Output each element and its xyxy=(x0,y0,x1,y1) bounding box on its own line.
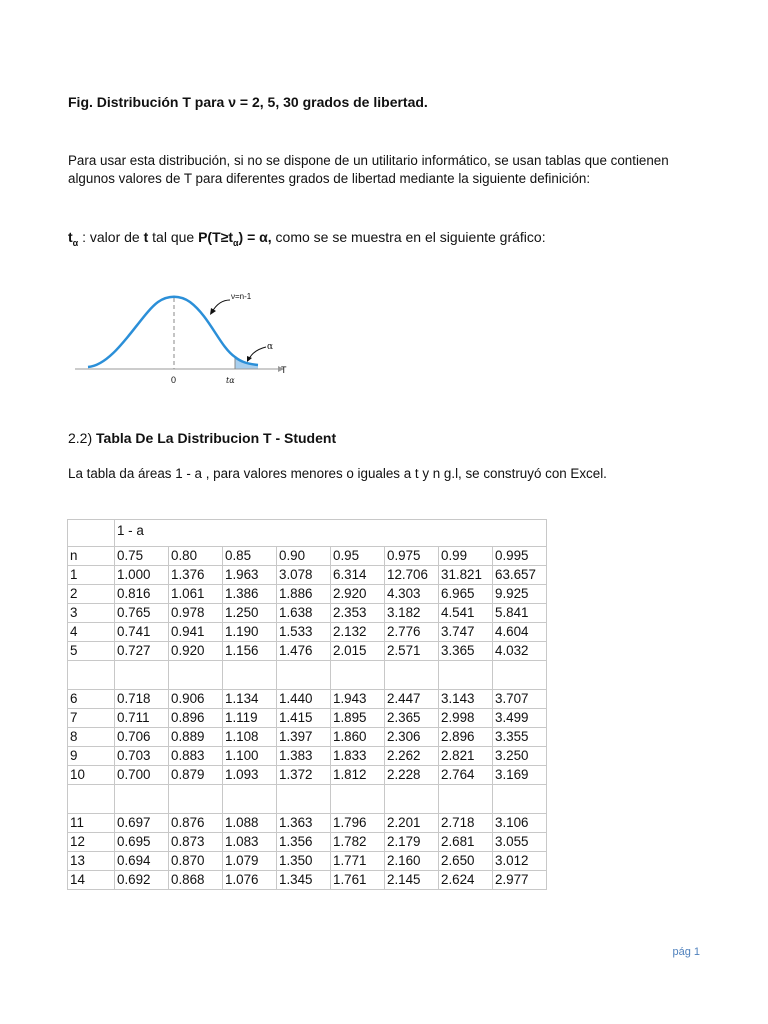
table-row xyxy=(68,728,547,747)
table-row xyxy=(68,585,547,604)
critical-value-cell: 1.782 xyxy=(331,833,385,852)
critical-value-cell: 63.657 xyxy=(493,566,547,585)
alpha-label: α xyxy=(267,342,274,352)
spacer-cell xyxy=(439,661,493,690)
critical-value-cell: 1.833 xyxy=(331,747,385,766)
critical-value-cell: 1.761 xyxy=(331,871,385,890)
figure-title: Fig. Distribución T para ν = 2, 5, 30 grados de libertad. xyxy=(68,94,428,110)
critical-value-cell: 1.386 xyxy=(223,585,277,604)
critical-value-cell: 1.345 xyxy=(277,871,331,890)
spacer-cell xyxy=(277,785,331,814)
critical-value-cell: 1.100 xyxy=(223,747,277,766)
critical-value-cell: 3.707 xyxy=(493,690,547,709)
t-bold: t xyxy=(143,229,149,245)
formula-part-b: ) = α, xyxy=(238,229,272,245)
critical-value-cell: 5.841 xyxy=(493,604,547,623)
spacer-cell xyxy=(169,661,223,690)
page-number: pág 1 xyxy=(672,946,700,958)
critical-value-cell: 2.262 xyxy=(385,747,439,766)
table-caption: La tabla da áreas 1 - a , para valores menores o iguales a t y n g.l, se construyó con Excel. xyxy=(68,466,607,481)
section-number: 2.2) xyxy=(68,430,97,446)
spacer-cell xyxy=(385,785,439,814)
critical-value-cell: 6.965 xyxy=(439,585,493,604)
spacer-cell xyxy=(115,661,169,690)
critical-value-cell: 1.119 xyxy=(223,709,277,728)
spacer-cell xyxy=(331,785,385,814)
section-title: Tabla De La Distribucion T - Student xyxy=(96,430,337,446)
degrees-of-freedom-cell: 7 xyxy=(68,709,115,728)
critical-value-cell: 3.499 xyxy=(493,709,547,728)
spacer-cell xyxy=(223,785,277,814)
spacer-cell xyxy=(68,661,115,690)
t-alpha-definition xyxy=(68,229,546,248)
critical-value-cell: 3.055 xyxy=(493,833,547,852)
table-row xyxy=(68,871,547,890)
critical-value-cell: 1.250 xyxy=(223,604,277,623)
degrees-of-freedom-cell: 6 xyxy=(68,690,115,709)
header-probability-label: 1 - a xyxy=(115,520,547,547)
header-empty-cell xyxy=(68,520,115,547)
critical-value-cell: 1.108 xyxy=(223,728,277,747)
section-heading xyxy=(68,430,336,446)
critical-value-cell: 1.061 xyxy=(169,585,223,604)
critical-value-cell: 2.179 xyxy=(385,833,439,852)
critical-value-cell: 3.250 xyxy=(493,747,547,766)
nu-arrow-head xyxy=(210,308,216,315)
critical-value-cell: 2.624 xyxy=(439,871,493,890)
critical-value-cell: 4.541 xyxy=(439,604,493,623)
degrees-of-freedom-cell: 13 xyxy=(68,852,115,871)
spacer-cell xyxy=(223,661,277,690)
table-row xyxy=(68,766,547,785)
degrees-of-freedom-cell: 10 xyxy=(68,766,115,785)
probability-cell: 0.90 xyxy=(277,547,331,566)
probability-cell: 0.995 xyxy=(493,547,547,566)
nu-label: ν=n-1 xyxy=(231,292,252,301)
table-row xyxy=(68,623,547,642)
critical-value-cell: 0.870 xyxy=(169,852,223,871)
critical-value-cell: 1.812 xyxy=(331,766,385,785)
critical-value-cell: 0.727 xyxy=(115,642,169,661)
critical-value-cell: 3.169 xyxy=(493,766,547,785)
definition-text-2: tal que xyxy=(148,229,199,245)
n-label-cell: n xyxy=(68,547,115,566)
group-spacer-row xyxy=(68,785,547,814)
critical-value-cell: 31.821 xyxy=(439,566,493,585)
critical-value-cell: 1.376 xyxy=(169,566,223,585)
degrees-of-freedom-cell: 1 xyxy=(68,566,115,585)
critical-value-cell: 1.083 xyxy=(223,833,277,852)
critical-value-cell: 2.776 xyxy=(385,623,439,642)
critical-value-cell: 3.106 xyxy=(493,814,547,833)
critical-value-cell: 1.134 xyxy=(223,690,277,709)
degrees-of-freedom-cell: 14 xyxy=(68,871,115,890)
critical-value-cell: 0.703 xyxy=(115,747,169,766)
critical-value-cell: 0.694 xyxy=(115,852,169,871)
critical-value-cell: 2.365 xyxy=(385,709,439,728)
critical-value-cell: 1.533 xyxy=(277,623,331,642)
degrees-of-freedom-cell: 3 xyxy=(68,604,115,623)
group-spacer-row xyxy=(68,661,547,690)
critical-value-cell: 0.706 xyxy=(115,728,169,747)
probability-formula xyxy=(198,229,272,248)
critical-value-cell: 1.383 xyxy=(277,747,331,766)
spacer-cell xyxy=(169,785,223,814)
critical-value-cell: 1.093 xyxy=(223,766,277,785)
critical-value-cell: 12.706 xyxy=(385,566,439,585)
definition-text-3: como se se muestra en el siguiente gráfico: xyxy=(271,229,546,245)
critical-value-cell: 0.718 xyxy=(115,690,169,709)
table-row xyxy=(68,642,547,661)
critical-value-cell: 2.447 xyxy=(385,690,439,709)
critical-value-cell: 1.415 xyxy=(277,709,331,728)
spacer-cell xyxy=(493,785,547,814)
critical-value-cell: 0.876 xyxy=(169,814,223,833)
critical-value-cell: 1.363 xyxy=(277,814,331,833)
critical-value-cell: 9.925 xyxy=(493,585,547,604)
table-row xyxy=(68,747,547,766)
nu-pointer-arrow xyxy=(212,300,230,312)
critical-value-cell: 1.895 xyxy=(331,709,385,728)
degrees-of-freedom-cell: 2 xyxy=(68,585,115,604)
t-student-table xyxy=(67,519,547,890)
critical-value-cell: 0.906 xyxy=(169,690,223,709)
critical-value-cell: 1.156 xyxy=(223,642,277,661)
degrees-of-freedom-cell: 8 xyxy=(68,728,115,747)
probability-cell: 0.80 xyxy=(169,547,223,566)
critical-value-cell: 0.741 xyxy=(115,623,169,642)
critical-value-cell: 0.873 xyxy=(169,833,223,852)
table-header-row xyxy=(68,520,547,547)
table-row xyxy=(68,814,547,833)
alpha-arrow-head xyxy=(247,356,252,362)
critical-value-cell: 2.015 xyxy=(331,642,385,661)
degrees-of-freedom-cell: 12 xyxy=(68,833,115,852)
critical-value-cell: 2.681 xyxy=(439,833,493,852)
critical-value-cell: 6.314 xyxy=(331,566,385,585)
table-row xyxy=(68,690,547,709)
critical-value-cell: 2.160 xyxy=(385,852,439,871)
critical-value-cell: 1.088 xyxy=(223,814,277,833)
spacer-cell xyxy=(68,785,115,814)
critical-value-cell: 1.771 xyxy=(331,852,385,871)
table-row xyxy=(68,709,547,728)
t-distribution-graph xyxy=(70,285,300,390)
critical-value-cell: 3.012 xyxy=(493,852,547,871)
critical-value-cell: 0.711 xyxy=(115,709,169,728)
degrees-of-freedom-cell: 4 xyxy=(68,623,115,642)
critical-value-cell: 1.440 xyxy=(277,690,331,709)
critical-value-cell: 2.821 xyxy=(439,747,493,766)
critical-value-cell: 1.860 xyxy=(331,728,385,747)
degrees-of-freedom-cell: 11 xyxy=(68,814,115,833)
critical-value-cell: 0.692 xyxy=(115,871,169,890)
intro-paragraph: Para usar esta distribución, si no se dispone de un utilitario informático, se usan tablas que contienen algunos valores de T para diferentes grados de libertad mediante la siguiente definición: xyxy=(68,153,669,186)
critical-value-cell: 3.143 xyxy=(439,690,493,709)
critical-value-cell: 2.228 xyxy=(385,766,439,785)
critical-value-cell: 3.355 xyxy=(493,728,547,747)
table-row xyxy=(68,833,547,852)
probability-cell: 0.99 xyxy=(439,547,493,566)
table-row xyxy=(68,604,547,623)
probability-cell: 0.975 xyxy=(385,547,439,566)
critical-value-cell: 1.372 xyxy=(277,766,331,785)
critical-value-cell: 1.943 xyxy=(331,690,385,709)
critical-value-cell: 0.883 xyxy=(169,747,223,766)
critical-value-cell: 2.650 xyxy=(439,852,493,871)
critical-value-cell: 2.306 xyxy=(385,728,439,747)
critical-value-cell: 1.886 xyxy=(277,585,331,604)
critical-value-cell: 2.353 xyxy=(331,604,385,623)
degrees-of-freedom-cell: 9 xyxy=(68,747,115,766)
table-body xyxy=(68,520,547,890)
critical-value-cell: 0.697 xyxy=(115,814,169,833)
critical-value-cell: 0.868 xyxy=(169,871,223,890)
formula-alpha-subscript: α xyxy=(233,237,239,248)
critical-value-cell: 2.998 xyxy=(439,709,493,728)
critical-value-cell: 0.695 xyxy=(115,833,169,852)
density-curve xyxy=(88,297,258,367)
critical-value-cell: 2.571 xyxy=(385,642,439,661)
critical-value-cell: 0.978 xyxy=(169,604,223,623)
alpha-subscript: α xyxy=(72,237,79,248)
critical-value-cell: 0.896 xyxy=(169,709,223,728)
spacer-cell xyxy=(385,661,439,690)
critical-value-cell: 2.920 xyxy=(331,585,385,604)
critical-value-cell: 4.604 xyxy=(493,623,547,642)
critical-value-cell: 4.303 xyxy=(385,585,439,604)
critical-value-cell: 0.920 xyxy=(169,642,223,661)
probability-row xyxy=(68,547,547,566)
critical-value-cell: 1.350 xyxy=(277,852,331,871)
critical-value-cell: 1.079 xyxy=(223,852,277,871)
critical-value-cell: 1.476 xyxy=(277,642,331,661)
zero-label: 0 xyxy=(171,375,177,385)
spacer-cell xyxy=(439,785,493,814)
critical-value-cell: 1.397 xyxy=(277,728,331,747)
critical-value-cell: 0.879 xyxy=(169,766,223,785)
critical-value-cell: 4.032 xyxy=(493,642,547,661)
critical-value-cell: 3.078 xyxy=(277,566,331,585)
critical-value-cell: 0.889 xyxy=(169,728,223,747)
critical-value-cell: 2.132 xyxy=(331,623,385,642)
spacer-cell xyxy=(277,661,331,690)
critical-value-cell: 0.700 xyxy=(115,766,169,785)
formula-part-a: P(T≥t xyxy=(198,229,233,245)
critical-value-cell: 1.796 xyxy=(331,814,385,833)
degrees-of-freedom-cell: 5 xyxy=(68,642,115,661)
definition-text-1: : valor de xyxy=(78,229,144,245)
alpha-pointer-arrow xyxy=(249,347,266,359)
spacer-cell xyxy=(331,661,385,690)
critical-value-cell: 1.356 xyxy=(277,833,331,852)
t-symbol: t xyxy=(68,229,73,245)
table-row xyxy=(68,566,547,585)
critical-value-cell: 1.000 xyxy=(115,566,169,585)
probability-cell: 0.75 xyxy=(115,547,169,566)
critical-value-cell: 1.190 xyxy=(223,623,277,642)
critical-value-cell: 2.201 xyxy=(385,814,439,833)
t-alpha-label: tα xyxy=(226,376,235,385)
critical-value-cell: 2.718 xyxy=(439,814,493,833)
probability-cell: 0.95 xyxy=(331,547,385,566)
critical-value-cell: 2.977 xyxy=(493,871,547,890)
critical-value-cell: 1.638 xyxy=(277,604,331,623)
axis-t-label: T xyxy=(281,365,287,375)
critical-value-cell: 3.365 xyxy=(439,642,493,661)
critical-value-cell: 0.765 xyxy=(115,604,169,623)
t-alpha-symbol xyxy=(68,229,79,248)
critical-value-cell: 0.941 xyxy=(169,623,223,642)
critical-value-cell: 2.764 xyxy=(439,766,493,785)
probability-cell: 0.85 xyxy=(223,547,277,566)
critical-value-cell: 1.076 xyxy=(223,871,277,890)
critical-value-cell: 3.747 xyxy=(439,623,493,642)
critical-value-cell: 0.816 xyxy=(115,585,169,604)
spacer-cell xyxy=(115,785,169,814)
critical-value-cell: 2.896 xyxy=(439,728,493,747)
spacer-cell xyxy=(493,661,547,690)
critical-value-cell: 2.145 xyxy=(385,871,439,890)
table-row xyxy=(68,852,547,871)
critical-value-cell: 3.182 xyxy=(385,604,439,623)
critical-value-cell: 1.963 xyxy=(223,566,277,585)
